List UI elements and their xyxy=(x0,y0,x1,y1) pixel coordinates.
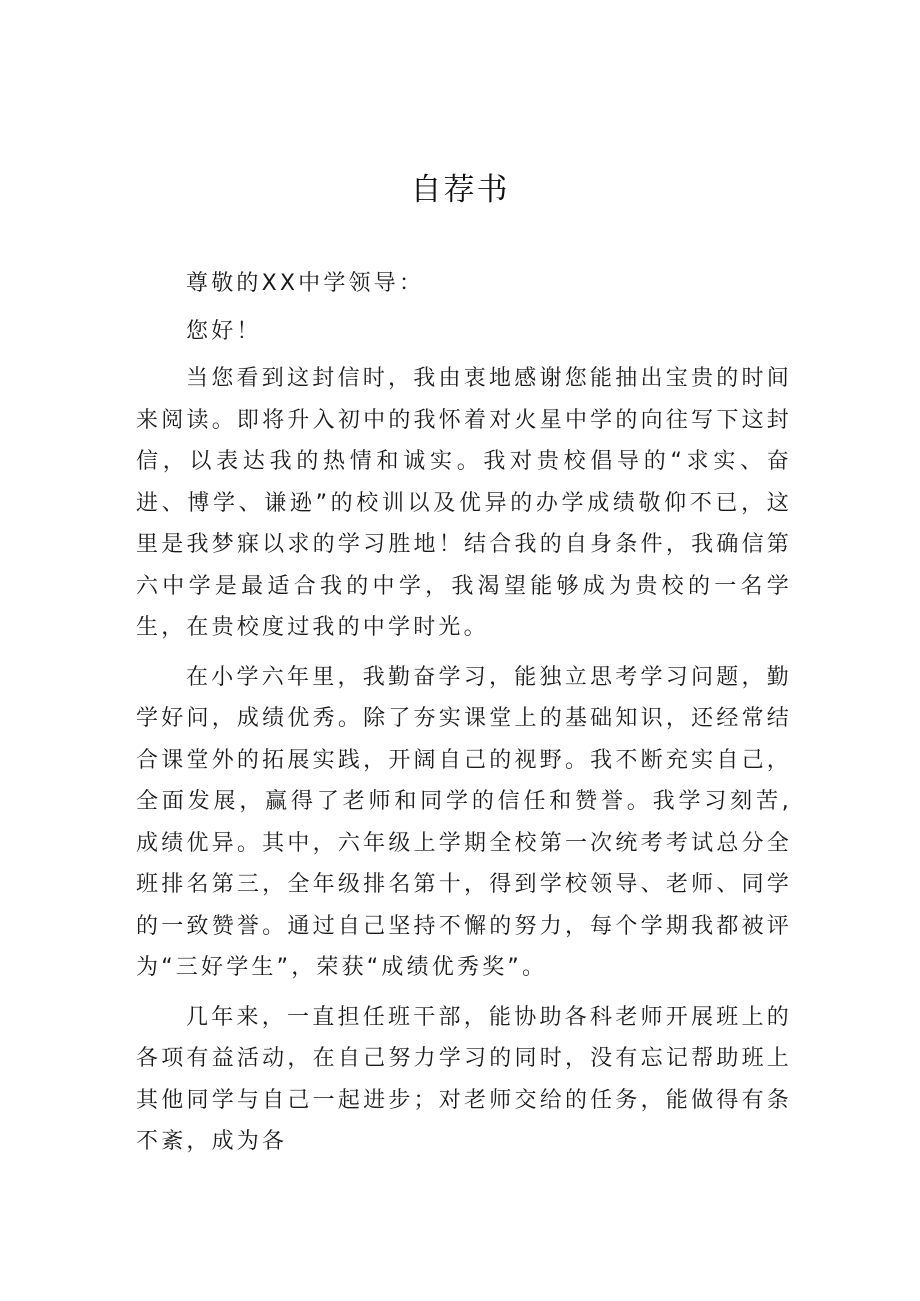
letter-body xyxy=(136,263,792,1171)
paragraph-leadership: 几年来，一直担任班干部，能协助各科老师开展班上的各项有益活动，在自己努力学习的同时，没有忘记帮助班上其他同学与自己一起进步；对老师交给的任务，能做得有条不紊，成为各 xyxy=(136,1004,792,1154)
greeting: 您好！ xyxy=(186,318,262,344)
salutation: 尊敬的XX中学领导： xyxy=(186,271,425,296)
document-title: 自荐书 xyxy=(410,172,510,208)
paragraph-intro: 当您看到这封信时，我由衷地感谢您能抽出宝贵的时间来阅读。即将升入初中的我怀着对火星中学的向往写下这封信，以表达我的热情和诚实。我对贵校倡导的“求实、奋进、博学、谦逊”的校训以及优异的办学成绩敬仰不已，这里是我梦寐以求的学习胜地！结合我的自身条件，我确信第六中学是最适合我的中学，我渴望能够成为贵校的一名学生，在贵校度过我的中学时光。 xyxy=(136,366,792,640)
paragraph-achievements: 在小学六年里，我勤奋学习，能独立思考学习问题，勤学好问，成绩优秀。除了夯实课堂上的基础知识，还经常结合课堂外的拓展实践，开阔自己的视野。我不断充实自己，全面发展，赢得了老师和同学的信任和赞誉。我学习刻苦,成绩优异。其中，六年级上学期全校第一次统考考试总分全班排名第三，全年级排名第十，得到学校领导、老师、同学的一致赞誉。通过自己坚持不懈的努力，每个学期我都被评为“三好学生”，荣获“成绩优秀奖”。 xyxy=(136,664,792,980)
